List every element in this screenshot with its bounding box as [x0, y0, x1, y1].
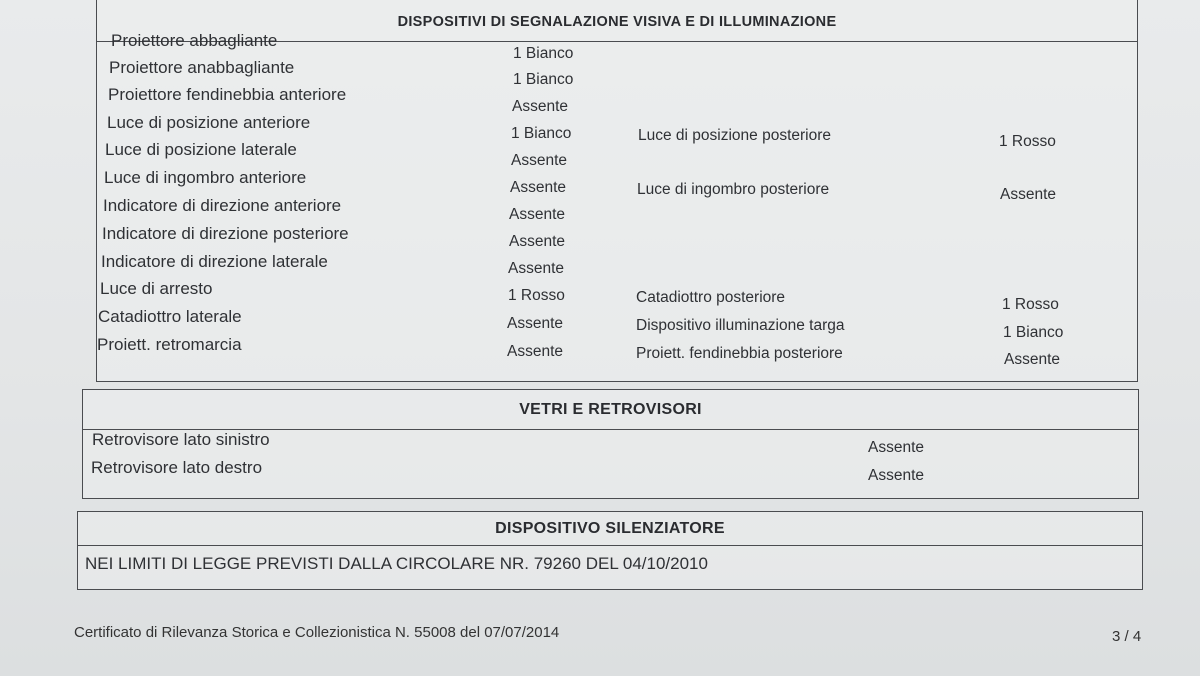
lighting-label: Luce di arresto — [100, 279, 213, 298]
lighting-label: Proiett. retromarcia — [97, 335, 242, 354]
lighting-value: Assente — [510, 179, 567, 196]
mirrors-section — [82, 389, 1139, 499]
mirrors-section-title: VETRI E RETROVISORI — [83, 390, 1138, 430]
lighting-value: Assente — [1004, 351, 1061, 368]
lighting-value: 1 Bianco — [513, 45, 574, 62]
lighting-label: Luce di posizione laterale — [105, 140, 297, 159]
silencer-section-title: DISPOSITIVO SILENZIATORE — [78, 512, 1142, 546]
lighting-value: 1 Rosso — [999, 133, 1056, 150]
mirror-value: Assente — [868, 439, 925, 456]
lighting-value: Assente — [507, 343, 564, 360]
lighting-label: Proiettore anabbagliante — [109, 58, 295, 77]
lighting-label: Luce di posizione posteriore — [638, 127, 832, 144]
lighting-value: Assente — [508, 260, 565, 277]
lighting-label: Indicatore di direzione anteriore — [103, 196, 342, 215]
silencer-text: NEI LIMITI DI LEGGE PREVISTI DALLA CIRCOLARE NR. 79260 DEL 04/10/2010 — [85, 554, 708, 573]
mirror-value: Assente — [868, 467, 925, 484]
lighting-value: Assente — [511, 152, 568, 169]
lighting-value: 1 Bianco — [511, 125, 572, 142]
lighting-label: Proiettore fendinebbia anteriore — [108, 85, 347, 104]
lighting-label: Catadiottro laterale — [98, 307, 242, 326]
mirror-label: Retrovisore lato sinistro — [92, 430, 270, 449]
lighting-value: Assente — [1000, 186, 1057, 203]
lighting-label: Luce di ingombro anteriore — [104, 168, 307, 187]
lighting-label: Proiettore abbagliante — [111, 31, 278, 50]
mirror-label: Retrovisore lato destro — [91, 458, 263, 477]
lighting-label: Indicatore di direzione laterale — [101, 252, 328, 271]
lighting-value: 1 Rosso — [1002, 296, 1059, 313]
lighting-label: Dispositivo illuminazione targa — [636, 317, 845, 334]
silencer-section — [77, 511, 1143, 590]
lighting-value: 1 Rosso — [508, 287, 565, 304]
lighting-value: 1 Bianco — [513, 71, 574, 88]
lighting-label: Luce di posizione anteriore — [107, 113, 311, 132]
lighting-value: Assente — [507, 315, 564, 332]
lighting-value: 1 Bianco — [1003, 324, 1064, 341]
lighting-section-title: DISPOSITIVI DI SEGNALAZIONE VISIVA E DI ILLUMINAZIONE — [97, 0, 1137, 42]
certificate-footer: Certificato di Rilevanza Storica e Collezionistica N. 55008 del 07/07/2014 — [74, 624, 560, 641]
lighting-label: Catadiottro posteriore — [636, 289, 786, 306]
page-number: 3 / 4 — [1112, 628, 1142, 645]
lighting-value: Assente — [509, 206, 566, 223]
lighting-label: Indicatore di direzione posteriore — [102, 224, 349, 243]
lighting-value: Assente — [509, 233, 566, 250]
lighting-section — [96, 0, 1138, 382]
lighting-label: Luce di ingombro posteriore — [637, 181, 830, 198]
lighting-label: Proiett. fendinebbia posteriore — [636, 345, 843, 362]
lighting-value: Assente — [512, 98, 569, 115]
